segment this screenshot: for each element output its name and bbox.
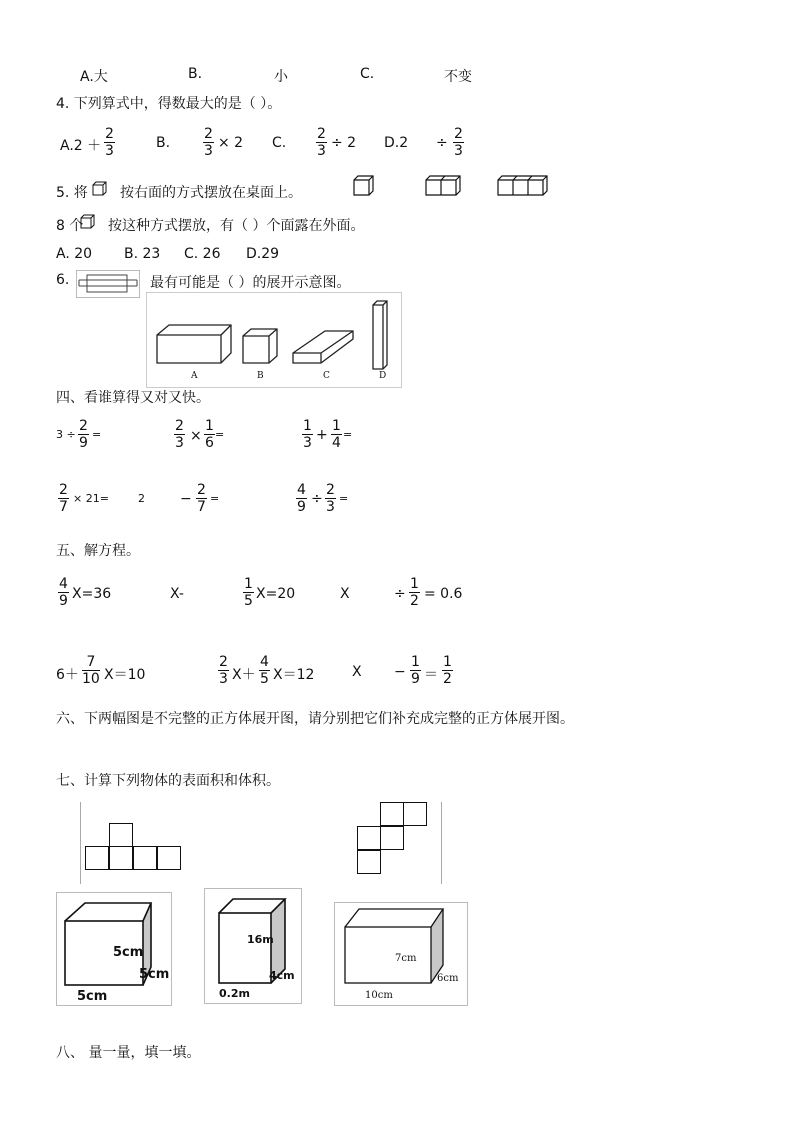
s4-e2-fraction-2: $\frac{1}{6}$	[205, 418, 214, 451]
net1-square	[109, 846, 133, 870]
q5-line1-a: 5. 将	[56, 185, 88, 201]
s5-eq5-suffix: X＝12	[273, 667, 315, 683]
q4-a-fraction: $\frac{2}{3}$	[105, 126, 114, 159]
q3-option-b-text: 小	[274, 69, 288, 85]
q4-c-suffix: ÷ 2	[331, 135, 357, 151]
s5-eq1-fraction: $\frac{4}{9}$	[59, 576, 68, 609]
q4-b-suffix: × 2	[218, 135, 244, 151]
s5-eq6-fraction-1: $\frac{1}{9}$	[411, 654, 420, 687]
small-cube-icon	[92, 181, 108, 197]
s5-eq3-prefix: X	[340, 586, 350, 602]
s4-e5-operator: −	[180, 491, 192, 507]
s4-e2-equals: =	[215, 428, 225, 441]
s4-e5-prefix: 2	[138, 492, 145, 505]
cube-nets-figure	[80, 802, 442, 884]
q4-stem: 4. 下列算式中，得数最大的是（ ）。	[56, 96, 282, 112]
net1-square	[85, 846, 109, 870]
s5-eq5-fraction-1: $\frac{2}{3}$	[219, 654, 228, 687]
q4-b-fraction: $\frac{2}{3}$	[204, 126, 213, 159]
s5-eq6-prefix: X	[352, 664, 362, 680]
cube-figure	[56, 892, 172, 1006]
net1-square	[109, 823, 133, 847]
net2-square	[357, 850, 381, 874]
q6-question-text: 最有可能是（ ）的展开示意图。	[150, 275, 351, 291]
stacked-cubes-illustration	[353, 175, 553, 197]
q3-option-b: B.	[188, 66, 203, 82]
cuboid-length-label: 10cm	[365, 990, 393, 1001]
s5-eq1-suffix: X=36	[72, 586, 112, 602]
s5-eq3-operator: ÷	[394, 586, 406, 602]
s4-e2-operator: ×	[190, 428, 202, 444]
q5-option-d: D.29	[246, 246, 280, 262]
cube-side-label: 5cm	[139, 967, 170, 982]
q5-option-c: C. 26	[184, 246, 221, 262]
s5-eq5-middle: X＋	[232, 667, 256, 683]
s4-e6-operator: ÷	[311, 491, 323, 507]
cuboid-figure	[334, 902, 468, 1006]
q6-label-d: D	[379, 371, 387, 381]
cube-front-label: 5cm	[113, 945, 144, 960]
net1-square	[157, 846, 181, 870]
q5-option-b: B. 23	[124, 246, 161, 262]
q4-c-fraction: $\frac{2}{3}$	[317, 126, 326, 159]
q5-line2-b: 按这种方式摆放，有（ ）个面露在外面。	[108, 218, 365, 234]
s4-e1-prefix: 3 ÷	[56, 428, 76, 441]
s4-e3-fraction-2: $\frac{1}{4}$	[332, 418, 341, 451]
s4-e5-fraction: $\frac{2}{7}$	[197, 482, 206, 515]
net2-square	[380, 802, 404, 826]
q6-number: 6.	[56, 272, 70, 288]
q4-a-prefix: A.2 ＋	[60, 138, 102, 154]
s4-e3-fraction-1: $\frac{1}{3}$	[303, 418, 312, 451]
s4-e3-equals: =	[343, 428, 353, 441]
q6-label-b: B	[257, 371, 264, 381]
s5-eq3-fraction: $\frac{1}{2}$	[410, 576, 419, 609]
s4-e4-fraction: $\frac{2}{7}$	[59, 482, 68, 515]
section5-title: 五、解方程。	[56, 543, 140, 559]
q4-d-fraction: $\frac{2}{3}$	[454, 126, 463, 159]
q3-option-c: C.	[360, 66, 375, 82]
q3-option-c-text: 不变	[444, 69, 472, 85]
cuboid-height-label: 7cm	[395, 953, 417, 964]
q4-b-prefix: B.	[156, 135, 171, 151]
s5-eq4-fraction: $\frac{7}{10}$	[82, 654, 100, 687]
s5-eq4-suffix: X＝10	[104, 667, 146, 683]
prism-width-label: 0.2m	[219, 987, 250, 1000]
s4-e6-fraction-2: $\frac{2}{3}$	[326, 482, 335, 515]
s4-e1-fraction: $\frac{2}{9}$	[79, 418, 88, 451]
q5-option-a: A. 20	[56, 246, 93, 262]
s5-eq2-prefix: X-	[170, 586, 184, 602]
cube-bottom-label: 5cm	[77, 989, 108, 1004]
s5-eq6-fraction-2: $\frac{1}{2}$	[443, 654, 452, 687]
net2-square	[380, 826, 404, 850]
section8-title: 八、 量一量，填一填。	[56, 1045, 201, 1061]
q6-options-figure	[146, 292, 402, 388]
net2-square	[357, 826, 381, 850]
s5-eq5-fraction-2: $\frac{4}{5}$	[260, 654, 269, 687]
cuboid-depth-label: 6cm	[437, 973, 459, 984]
net1-square	[133, 846, 157, 870]
s4-e5-equals: =	[210, 492, 220, 505]
s5-eq2-fraction: $\frac{1}{5}$	[244, 576, 253, 609]
net2-square	[403, 802, 427, 826]
s4-e6-equals: =	[339, 492, 349, 505]
s4-e6-fraction-1: $\frac{4}{9}$	[297, 482, 306, 515]
q6-net-figure	[76, 270, 140, 298]
s5-eq3-suffix: = 0.6	[424, 586, 463, 602]
prism-figure	[204, 888, 302, 1004]
section4-title: 四、看谁算得又对又快。	[56, 390, 210, 406]
q4-c-prefix: C.	[272, 135, 287, 151]
q5-line2-a: 8 个	[56, 218, 84, 234]
q6-label-a: A	[191, 371, 198, 381]
q3-option-a: A.大	[80, 69, 108, 85]
s5-eq6-operator: −	[394, 664, 406, 680]
q5-line1-b: 按右面的方式摆放在桌面上。	[120, 185, 302, 201]
prism-depth-label: 4cm	[269, 969, 295, 982]
prism-height-label: 16m	[247, 933, 274, 946]
small-cube-icon	[80, 214, 96, 230]
s4-e4-suffix: × 21=	[73, 492, 109, 505]
s4-e2-fraction-1: $\frac{2}{3}$	[175, 418, 184, 451]
q4-d-prefix: D.2	[384, 135, 409, 151]
s5-eq4-prefix: 6＋	[56, 667, 79, 683]
section7-title: 七、计算下列物体的表面积和体积。	[56, 773, 280, 789]
s4-e1-equals: =	[92, 428, 102, 441]
s5-eq2-suffix: X=20	[256, 586, 296, 602]
s4-e3-operator: +	[316, 427, 328, 443]
s5-eq6-equals: ＝	[424, 667, 438, 683]
section6-title: 六、下两幅图是不完整的正方体展开图，请分别把它们补充成完整的正方体展开图。	[56, 711, 574, 727]
q6-label-c: C	[323, 371, 330, 381]
q4-d-operator: ÷	[436, 135, 448, 151]
